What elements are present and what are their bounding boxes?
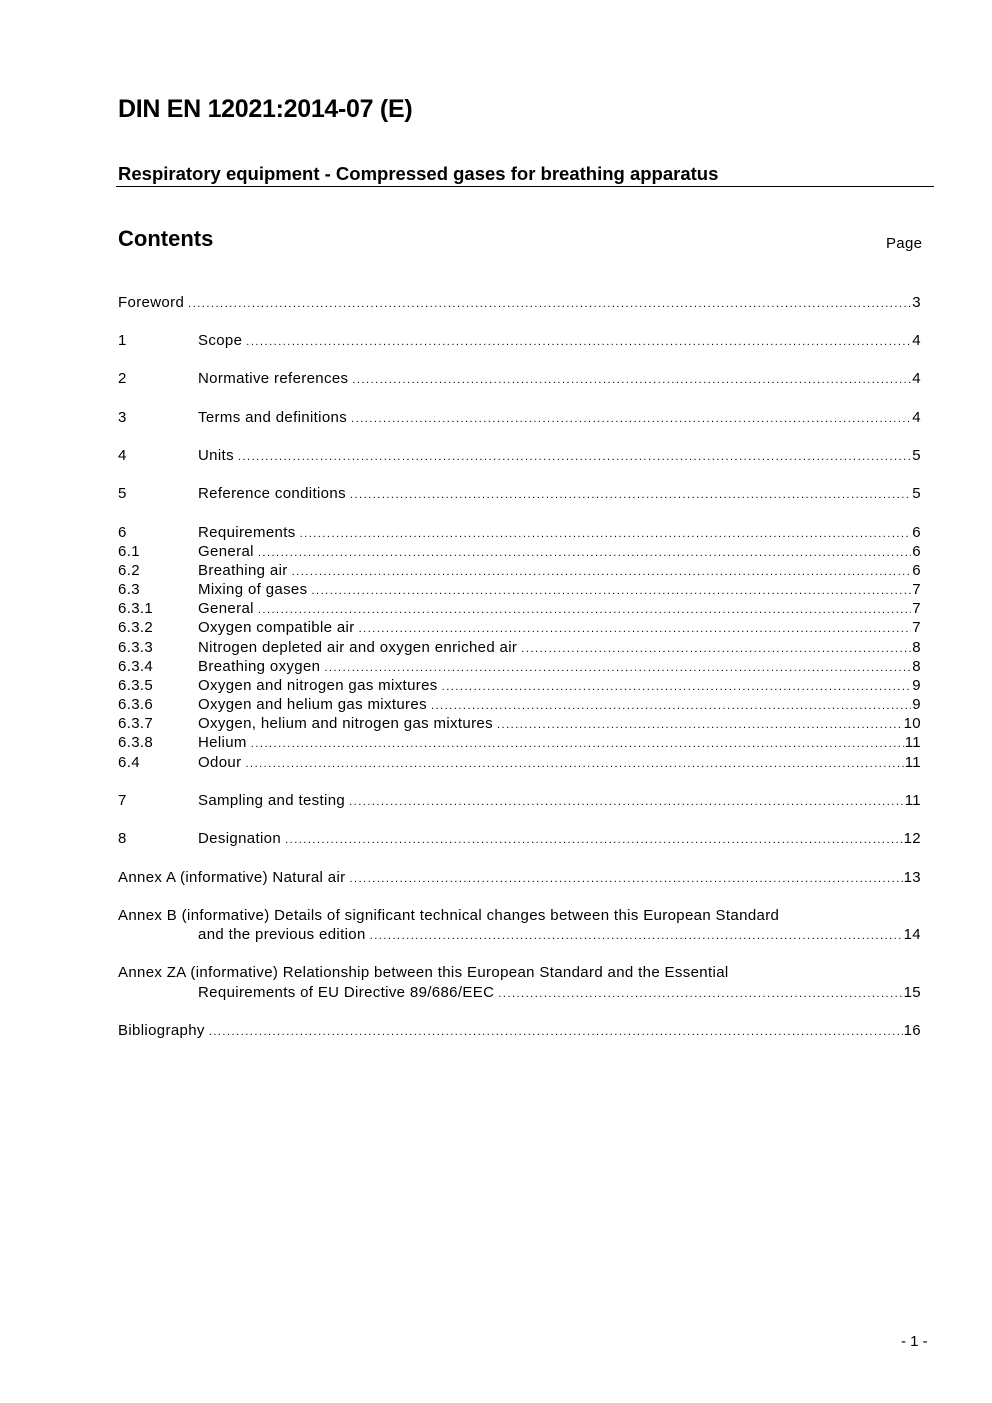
toc-entry-annex-b-line1[interactable] xyxy=(118,906,921,925)
toc-leader xyxy=(351,410,911,429)
toc-label: Mixing of gases xyxy=(198,581,308,598)
toc-number: 5 xyxy=(118,485,127,502)
toc-leader xyxy=(352,371,911,390)
toc-page: 5 xyxy=(912,447,921,464)
toc-entry-6-3-2[interactable] xyxy=(118,618,921,637)
toc-entry-6-3-6[interactable] xyxy=(118,695,921,714)
toc-label: Odour xyxy=(198,754,242,771)
page-column-heading: Page xyxy=(886,235,923,252)
toc-leader xyxy=(238,448,911,467)
document-id: DIN EN 12021:2014-07 (E) xyxy=(118,95,413,123)
toc-number: 6.3.5 xyxy=(118,677,154,694)
toc-number: 6.3.4 xyxy=(118,658,154,675)
toc-page: 16 xyxy=(903,1022,921,1039)
toc-number: 8 xyxy=(118,830,127,847)
title-rule xyxy=(116,186,934,187)
toc-entry-annex-za-line2[interactable] xyxy=(118,983,921,1002)
toc-leader xyxy=(370,927,903,946)
toc-label: Oxygen, helium and nitrogen gas mixtures xyxy=(198,715,493,732)
contents-heading: Contents xyxy=(118,226,214,251)
toc-leader xyxy=(498,985,902,1004)
toc-entry-6-1[interactable] xyxy=(118,542,921,561)
toc-entry-6-4[interactable] xyxy=(118,753,921,772)
toc-entry-6-2[interactable] xyxy=(118,561,921,580)
toc-label: Reference conditions xyxy=(198,485,346,502)
toc-label: Normative references xyxy=(198,370,349,387)
toc-entry-foreword[interactable] xyxy=(118,293,921,312)
toc-leader xyxy=(359,620,912,639)
toc-entry-6-3-3[interactable] xyxy=(118,638,921,657)
toc-leader xyxy=(350,486,911,505)
toc-number: 7 xyxy=(118,792,127,809)
toc-number: 6.3.2 xyxy=(118,619,154,636)
toc-page: 8 xyxy=(912,639,921,656)
toc-label: Sampling and testing xyxy=(198,792,346,809)
toc-number: 6.3 xyxy=(118,581,140,598)
toc-label-continued: Requirements of EU Directive 89/686/EEC xyxy=(198,984,495,1001)
toc-leader xyxy=(188,295,911,314)
toc-number: 6.2 xyxy=(118,562,140,579)
toc-number: 6.3.1 xyxy=(118,600,154,617)
toc-label: Bibliography xyxy=(118,1022,205,1039)
toc-entry-2[interactable] xyxy=(118,369,921,388)
toc-page: 14 xyxy=(903,926,921,943)
toc-page: 4 xyxy=(912,332,921,349)
toc-page: 11 xyxy=(904,754,921,771)
toc-leader xyxy=(349,870,902,889)
document-subtitle: Respiratory equipment - Compressed gases for breathing apparatus xyxy=(118,163,719,184)
toc-label: Nitrogen depleted air and oxygen enriched air xyxy=(198,639,518,656)
toc-label: Annex A (informative) Natural air xyxy=(118,869,346,886)
toc-page: 13 xyxy=(903,869,921,886)
toc-label: Breathing oxygen xyxy=(198,658,321,675)
toc-entry-bibliography[interactable] xyxy=(118,1021,921,1040)
toc-entry-8[interactable] xyxy=(118,829,921,848)
toc-page: 4 xyxy=(912,370,921,387)
toc-label: Units xyxy=(198,447,234,464)
toc-leader xyxy=(246,333,911,352)
toc-label: Designation xyxy=(198,830,282,847)
toc-entry-6-3-1[interactable] xyxy=(118,599,921,618)
toc-label: Terms and definitions xyxy=(198,409,348,426)
toc-page: 7 xyxy=(912,600,921,617)
toc-label: Breathing air xyxy=(198,562,288,579)
toc-page: 3 xyxy=(912,294,921,311)
toc-entry-6-3-8[interactable] xyxy=(118,733,921,752)
toc-entry-6[interactable] xyxy=(118,523,921,542)
toc-leader xyxy=(349,793,904,812)
toc-number: 6 xyxy=(118,524,127,541)
toc-entry-6-3-7[interactable] xyxy=(118,714,921,733)
toc-label: Scope xyxy=(198,332,243,349)
toc-entry-4[interactable] xyxy=(118,446,921,465)
toc-number: 1 xyxy=(118,332,127,349)
toc-number: 4 xyxy=(118,447,127,464)
toc-page: 6 xyxy=(912,543,921,560)
toc-page: 9 xyxy=(912,696,921,713)
toc-number: 6.1 xyxy=(118,543,140,560)
footer-page-number: - 1 - xyxy=(901,1333,928,1350)
toc-leader xyxy=(245,755,903,774)
toc-number: 6.3.3 xyxy=(118,639,154,656)
toc-page: 7 xyxy=(912,581,921,598)
toc-label: Helium xyxy=(198,734,247,751)
toc-label: General xyxy=(198,600,254,617)
toc-page: 10 xyxy=(903,715,921,732)
toc-entry-6-3-4[interactable] xyxy=(118,657,921,676)
toc-label: Annex ZA (informative) Relationship between this European Standard and the Essential xyxy=(118,964,729,981)
toc-entry-1[interactable] xyxy=(118,331,921,350)
toc-number: 6.4 xyxy=(118,754,140,771)
toc-page: 12 xyxy=(903,830,921,847)
toc-label-continued: and the previous edition xyxy=(198,926,366,943)
toc-label: Foreword xyxy=(118,294,185,311)
toc-entry-3[interactable] xyxy=(118,408,921,427)
toc-page: 11 xyxy=(904,792,921,809)
toc-page: 11 xyxy=(904,734,921,751)
toc-leader xyxy=(251,735,904,754)
toc-page: 7 xyxy=(912,619,921,636)
toc-entry-5[interactable] xyxy=(118,484,921,503)
toc-leader xyxy=(209,1023,903,1042)
toc-entry-6-3-5[interactable] xyxy=(118,676,921,695)
toc-label: General xyxy=(198,543,254,560)
toc-page: 6 xyxy=(912,524,921,541)
toc-number: 6.3.6 xyxy=(118,696,154,713)
toc-entry-annex-za-line1[interactable] xyxy=(118,963,921,982)
toc-entry-6-3[interactable] xyxy=(118,580,921,599)
toc-leader xyxy=(285,831,903,850)
toc-entry-7[interactable] xyxy=(118,791,921,810)
toc-number: 3 xyxy=(118,409,127,426)
toc-number: 6.3.7 xyxy=(118,715,154,732)
toc-number: 6.3.8 xyxy=(118,734,154,751)
toc-label: Annex B (informative) Details of significant technical changes between this European Standard xyxy=(118,907,780,924)
toc-label: Oxygen compatible air xyxy=(198,619,355,636)
toc-page: 8 xyxy=(912,658,921,675)
toc-entry-annex-b-line2[interactable] xyxy=(118,925,921,944)
toc-page: 9 xyxy=(912,677,921,694)
toc-number: 2 xyxy=(118,370,127,387)
toc-page: 4 xyxy=(912,409,921,426)
toc-page: 5 xyxy=(912,485,921,502)
toc-entry-annex-a[interactable] xyxy=(118,868,921,887)
toc-page: 6 xyxy=(912,562,921,579)
toc-label: Oxygen and helium gas mixtures xyxy=(198,696,427,713)
toc-label: Requirements xyxy=(198,524,296,541)
toc-page: 15 xyxy=(903,984,921,1001)
toc-label: Oxygen and nitrogen gas mixtures xyxy=(198,677,438,694)
